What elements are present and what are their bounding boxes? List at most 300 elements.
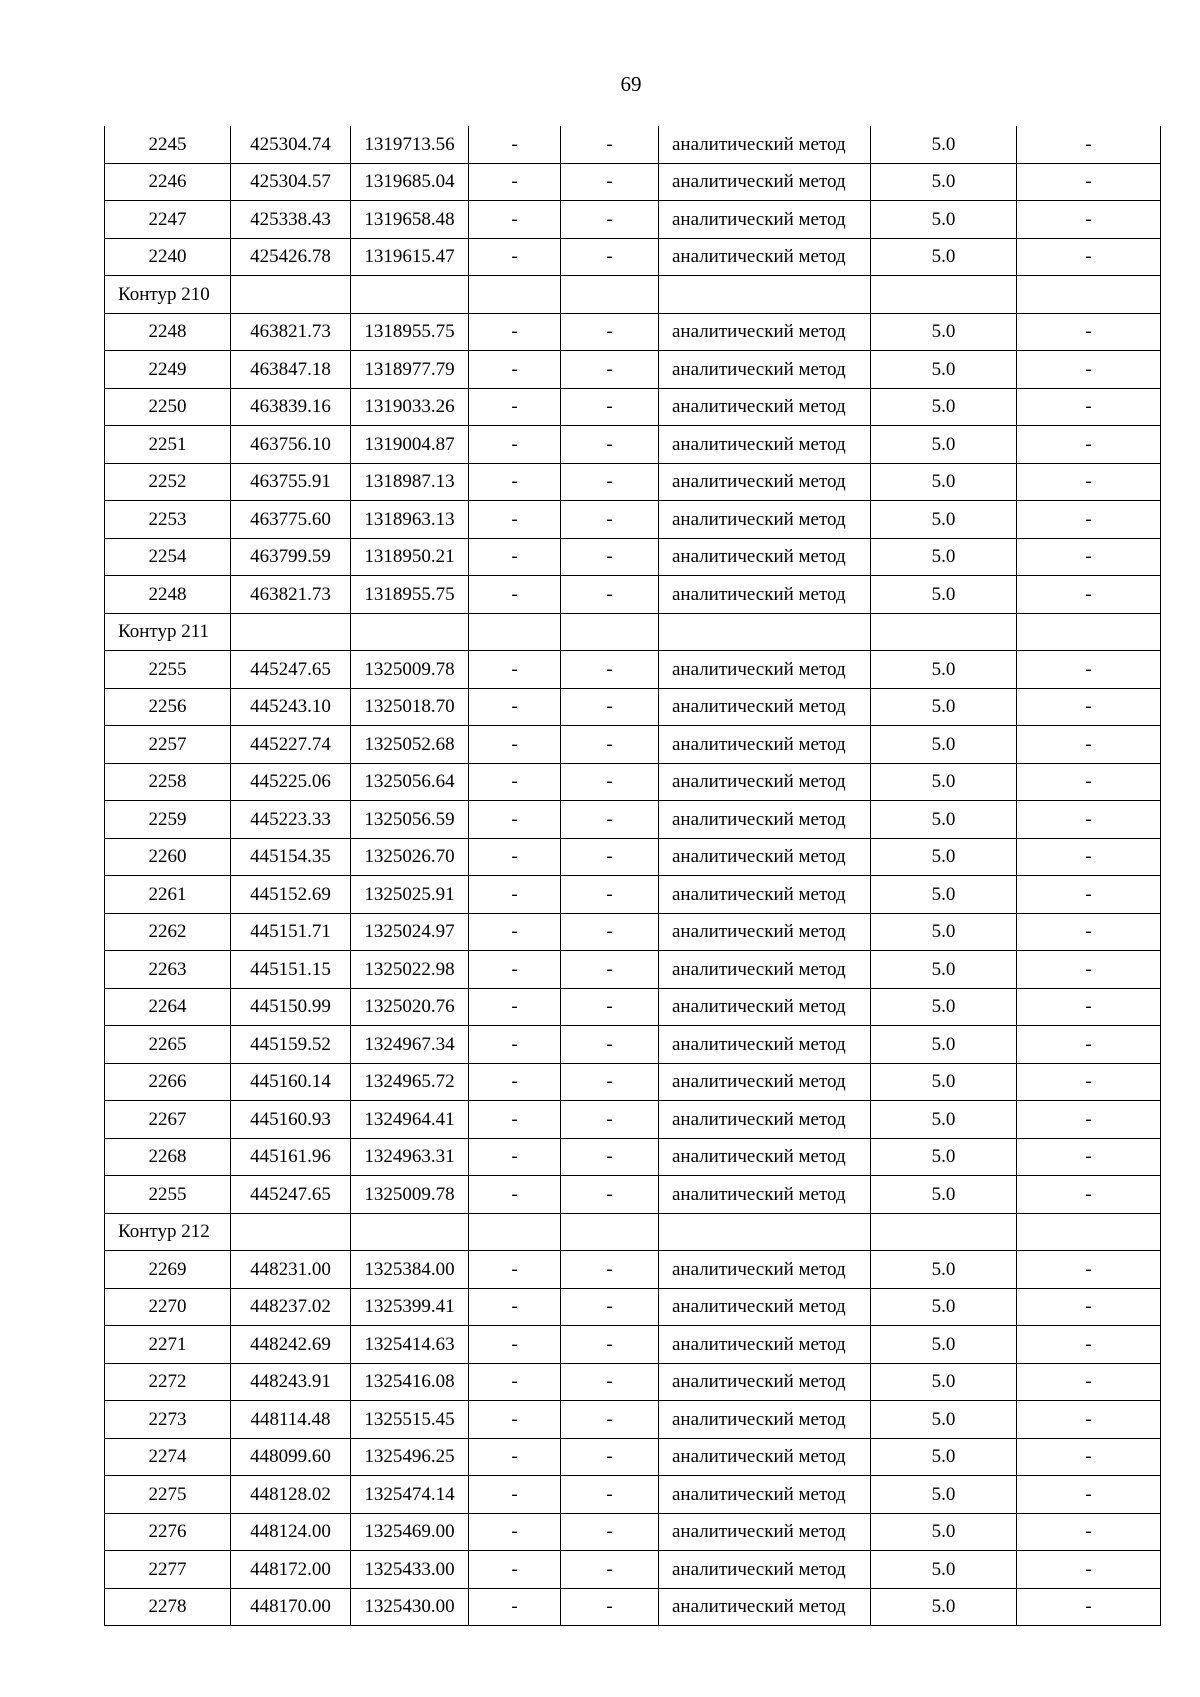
x-coordinate-cell: 445151.15 (231, 951, 351, 989)
dash-cell: - (469, 876, 561, 914)
dash-cell: - (469, 388, 561, 426)
x-coordinate-cell: 448242.69 (231, 1326, 351, 1364)
method-cell: аналитический метод (659, 313, 871, 351)
y-coordinate-cell: 1325009.78 (351, 651, 469, 689)
dash-cell: - (1017, 201, 1161, 239)
method-cell: аналитический метод (659, 1138, 871, 1176)
dash-cell: - (469, 1176, 561, 1214)
method-cell: аналитический метод (659, 1176, 871, 1214)
dash-cell: - (561, 1063, 659, 1101)
dash-cell: - (469, 651, 561, 689)
dash-cell: - (469, 501, 561, 539)
dash-cell: - (469, 426, 561, 464)
x-coordinate-cell: 463847.18 (231, 351, 351, 389)
method-cell: аналитический метод (659, 201, 871, 239)
accuracy-cell: 5.0 (871, 951, 1017, 989)
dash-cell: - (469, 1551, 561, 1589)
table-row (105, 913, 1161, 951)
y-coordinate-cell: 1325022.98 (351, 951, 469, 989)
dash-cell: - (561, 463, 659, 501)
dash-cell: - (1017, 1513, 1161, 1551)
dash-cell: - (1017, 838, 1161, 876)
dash-cell: - (469, 1438, 561, 1476)
point-number-cell: 2255 (105, 1176, 231, 1214)
method-cell: аналитический метод (659, 538, 871, 576)
table-row (105, 1026, 1161, 1064)
point-number-cell: 2251 (105, 426, 231, 464)
empty-cell (469, 276, 561, 314)
point-number-cell: 2262 (105, 913, 231, 951)
dash-cell: - (1017, 1438, 1161, 1476)
y-coordinate-cell: 1325024.97 (351, 913, 469, 951)
x-coordinate-cell: 448170.00 (231, 1588, 351, 1626)
method-cell: аналитический метод (659, 838, 871, 876)
dash-cell: - (469, 801, 561, 839)
dash-cell: - (561, 1401, 659, 1439)
empty-cell (659, 1213, 871, 1251)
y-coordinate-cell: 1319713.56 (351, 126, 469, 163)
table-row (105, 238, 1161, 276)
accuracy-cell: 5.0 (871, 1326, 1017, 1364)
method-cell: аналитический метод (659, 1401, 871, 1439)
contour-header-row (105, 1213, 1161, 1251)
accuracy-cell: 5.0 (871, 1363, 1017, 1401)
y-coordinate-cell: 1324965.72 (351, 1063, 469, 1101)
point-number-cell: 2267 (105, 1101, 231, 1139)
method-cell: аналитический метод (659, 426, 871, 464)
table-row (105, 951, 1161, 989)
empty-cell (1017, 1213, 1161, 1251)
x-coordinate-cell: 448172.00 (231, 1551, 351, 1589)
y-coordinate-cell: 1325399.41 (351, 1288, 469, 1326)
method-cell: аналитический метод (659, 763, 871, 801)
table-row (105, 1101, 1161, 1139)
accuracy-cell: 5.0 (871, 538, 1017, 576)
table-row (105, 688, 1161, 726)
dash-cell: - (561, 313, 659, 351)
y-coordinate-cell: 1319685.04 (351, 163, 469, 201)
empty-cell (871, 276, 1017, 314)
empty-cell (1017, 276, 1161, 314)
accuracy-cell: 5.0 (871, 126, 1017, 163)
accuracy-cell: 5.0 (871, 1588, 1017, 1626)
empty-cell (659, 613, 871, 651)
dash-cell: - (561, 426, 659, 464)
dash-cell: - (1017, 1326, 1161, 1364)
table-row (105, 1551, 1161, 1589)
table-row (105, 876, 1161, 914)
table-row (105, 576, 1161, 614)
method-cell: аналитический метод (659, 1588, 871, 1626)
dash-cell: - (469, 726, 561, 764)
dash-cell: - (1017, 501, 1161, 539)
y-coordinate-cell: 1318987.13 (351, 463, 469, 501)
y-coordinate-cell: 1319004.87 (351, 426, 469, 464)
dash-cell: - (561, 1026, 659, 1064)
method-cell: аналитический метод (659, 463, 871, 501)
y-coordinate-cell: 1325384.00 (351, 1251, 469, 1289)
empty-cell (561, 276, 659, 314)
dash-cell: - (561, 351, 659, 389)
y-coordinate-cell: 1325026.70 (351, 838, 469, 876)
y-coordinate-cell: 1325433.00 (351, 1551, 469, 1589)
y-coordinate-cell: 1325515.45 (351, 1401, 469, 1439)
point-number-cell: 2246 (105, 163, 231, 201)
point-number-cell: 2248 (105, 576, 231, 614)
method-cell: аналитический метод (659, 1026, 871, 1064)
contour-label: Контур 210 (105, 276, 231, 314)
method-cell: аналитический метод (659, 1551, 871, 1589)
dash-cell: - (561, 1138, 659, 1176)
table-row (105, 1588, 1161, 1626)
dash-cell: - (561, 538, 659, 576)
y-coordinate-cell: 1319033.26 (351, 388, 469, 426)
dash-cell: - (561, 201, 659, 239)
method-cell: аналитический метод (659, 501, 871, 539)
y-coordinate-cell: 1325009.78 (351, 1176, 469, 1214)
table-row (105, 126, 1161, 163)
empty-cell (231, 276, 351, 314)
table-row (105, 501, 1161, 539)
method-cell: аналитический метод (659, 876, 871, 914)
method-cell: аналитический метод (659, 238, 871, 276)
y-coordinate-cell: 1318963.13 (351, 501, 469, 539)
dash-cell: - (1017, 951, 1161, 989)
table-row (105, 988, 1161, 1026)
accuracy-cell: 5.0 (871, 651, 1017, 689)
x-coordinate-cell: 463799.59 (231, 538, 351, 576)
dash-cell: - (1017, 126, 1161, 163)
table-row (105, 201, 1161, 239)
dash-cell: - (561, 951, 659, 989)
dash-cell: - (469, 126, 561, 163)
dash-cell: - (1017, 1476, 1161, 1514)
dash-cell: - (469, 1588, 561, 1626)
point-number-cell: 2255 (105, 651, 231, 689)
x-coordinate-cell: 448128.02 (231, 1476, 351, 1514)
dash-cell: - (1017, 1588, 1161, 1626)
dash-cell: - (469, 1138, 561, 1176)
x-coordinate-cell: 445247.65 (231, 651, 351, 689)
dash-cell: - (561, 238, 659, 276)
table-row (105, 1401, 1161, 1439)
dash-cell: - (1017, 1401, 1161, 1439)
point-number-cell: 2263 (105, 951, 231, 989)
y-coordinate-cell: 1319615.47 (351, 238, 469, 276)
table-row (105, 388, 1161, 426)
x-coordinate-cell: 448114.48 (231, 1401, 351, 1439)
table-row (105, 1288, 1161, 1326)
accuracy-cell: 5.0 (871, 1101, 1017, 1139)
dash-cell: - (469, 1101, 561, 1139)
dash-cell: - (1017, 1288, 1161, 1326)
point-number-cell: 2275 (105, 1476, 231, 1514)
y-coordinate-cell: 1318955.75 (351, 576, 469, 614)
y-coordinate-cell: 1325496.25 (351, 1438, 469, 1476)
accuracy-cell: 5.0 (871, 463, 1017, 501)
method-cell: аналитический метод (659, 726, 871, 764)
table-row (105, 1513, 1161, 1551)
dash-cell: - (469, 1026, 561, 1064)
method-cell: аналитический метод (659, 1251, 871, 1289)
table-row (105, 1176, 1161, 1214)
point-number-cell: 2261 (105, 876, 231, 914)
empty-cell (561, 613, 659, 651)
dash-cell: - (469, 1401, 561, 1439)
method-cell: аналитический метод (659, 1513, 871, 1551)
dash-cell: - (1017, 763, 1161, 801)
x-coordinate-cell: 425338.43 (231, 201, 351, 239)
dash-cell: - (561, 913, 659, 951)
empty-cell (351, 276, 469, 314)
method-cell: аналитический метод (659, 1063, 871, 1101)
x-coordinate-cell: 445247.65 (231, 1176, 351, 1214)
method-cell: аналитический метод (659, 801, 871, 839)
accuracy-cell: 5.0 (871, 576, 1017, 614)
contour-label: Контур 211 (105, 613, 231, 651)
method-cell: аналитический метод (659, 163, 871, 201)
point-number-cell: 2271 (105, 1326, 231, 1364)
table-row (105, 351, 1161, 389)
dash-cell: - (1017, 388, 1161, 426)
method-cell: аналитический метод (659, 913, 871, 951)
dash-cell: - (469, 238, 561, 276)
dash-cell: - (469, 1288, 561, 1326)
dash-cell: - (561, 726, 659, 764)
dash-cell: - (561, 1326, 659, 1364)
dash-cell: - (469, 313, 561, 351)
table-row (105, 1363, 1161, 1401)
accuracy-cell: 5.0 (871, 988, 1017, 1026)
dash-cell: - (561, 838, 659, 876)
table-row (105, 838, 1161, 876)
x-coordinate-cell: 425304.57 (231, 163, 351, 201)
y-coordinate-cell: 1318950.21 (351, 538, 469, 576)
x-coordinate-cell: 445243.10 (231, 688, 351, 726)
accuracy-cell: 5.0 (871, 1251, 1017, 1289)
empty-cell (469, 613, 561, 651)
point-number-cell: 2266 (105, 1063, 231, 1101)
point-number-cell: 2253 (105, 501, 231, 539)
dash-cell: - (561, 576, 659, 614)
accuracy-cell: 5.0 (871, 426, 1017, 464)
contour-header-row (105, 613, 1161, 651)
dash-cell: - (1017, 1138, 1161, 1176)
y-coordinate-cell: 1324964.41 (351, 1101, 469, 1139)
table-row (105, 1326, 1161, 1364)
accuracy-cell: 5.0 (871, 238, 1017, 276)
x-coordinate-cell: 445160.93 (231, 1101, 351, 1139)
accuracy-cell: 5.0 (871, 388, 1017, 426)
coordinates-table (104, 126, 1161, 1626)
empty-cell (351, 613, 469, 651)
dash-cell: - (1017, 1363, 1161, 1401)
dash-cell: - (561, 501, 659, 539)
empty-cell (561, 1213, 659, 1251)
y-coordinate-cell: 1325469.00 (351, 1513, 469, 1551)
method-cell: аналитический метод (659, 1326, 871, 1364)
empty-cell (231, 613, 351, 651)
method-cell: аналитический метод (659, 1363, 871, 1401)
coordinates-table-body (105, 126, 1161, 1626)
x-coordinate-cell: 445161.96 (231, 1138, 351, 1176)
method-cell: аналитический метод (659, 126, 871, 163)
point-number-cell: 2250 (105, 388, 231, 426)
x-coordinate-cell: 425426.78 (231, 238, 351, 276)
dash-cell: - (469, 988, 561, 1026)
point-number-cell: 2260 (105, 838, 231, 876)
x-coordinate-cell: 445225.06 (231, 763, 351, 801)
point-number-cell: 2247 (105, 201, 231, 239)
point-number-cell: 2245 (105, 126, 231, 163)
accuracy-cell: 5.0 (871, 1063, 1017, 1101)
dash-cell: - (561, 1363, 659, 1401)
x-coordinate-cell: 445227.74 (231, 726, 351, 764)
x-coordinate-cell: 448099.60 (231, 1438, 351, 1476)
accuracy-cell: 5.0 (871, 838, 1017, 876)
dash-cell: - (1017, 238, 1161, 276)
table-row (105, 163, 1161, 201)
x-coordinate-cell: 445159.52 (231, 1026, 351, 1064)
y-coordinate-cell: 1318977.79 (351, 351, 469, 389)
contour-header-row (105, 276, 1161, 314)
empty-cell (351, 1213, 469, 1251)
method-cell: аналитический метод (659, 651, 871, 689)
dash-cell: - (1017, 726, 1161, 764)
table-row (105, 463, 1161, 501)
accuracy-cell: 5.0 (871, 1138, 1017, 1176)
x-coordinate-cell: 445151.71 (231, 913, 351, 951)
dash-cell: - (561, 1251, 659, 1289)
point-number-cell: 2256 (105, 688, 231, 726)
dash-cell: - (561, 1288, 659, 1326)
x-coordinate-cell: 463821.73 (231, 313, 351, 351)
dash-cell: - (561, 1476, 659, 1514)
dash-cell: - (561, 1588, 659, 1626)
point-number-cell: 2278 (105, 1588, 231, 1626)
empty-cell (469, 1213, 561, 1251)
accuracy-cell: 5.0 (871, 876, 1017, 914)
y-coordinate-cell: 1325052.68 (351, 726, 469, 764)
point-number-cell: 2277 (105, 1551, 231, 1589)
dash-cell: - (1017, 313, 1161, 351)
dash-cell: - (561, 388, 659, 426)
accuracy-cell: 5.0 (871, 1288, 1017, 1326)
table-row (105, 763, 1161, 801)
dash-cell: - (469, 463, 561, 501)
point-number-cell: 2269 (105, 1251, 231, 1289)
accuracy-cell: 5.0 (871, 1176, 1017, 1214)
y-coordinate-cell: 1325474.14 (351, 1476, 469, 1514)
dash-cell: - (469, 913, 561, 951)
y-coordinate-cell: 1325018.70 (351, 688, 469, 726)
x-coordinate-cell: 448243.91 (231, 1363, 351, 1401)
x-coordinate-cell: 448231.00 (231, 1251, 351, 1289)
method-cell: аналитический метод (659, 1101, 871, 1139)
table-row (105, 651, 1161, 689)
dash-cell: - (1017, 651, 1161, 689)
dash-cell: - (1017, 913, 1161, 951)
contour-label: Контур 212 (105, 1213, 231, 1251)
method-cell: аналитический метод (659, 351, 871, 389)
accuracy-cell: 5.0 (871, 1476, 1017, 1514)
x-coordinate-cell: 425304.74 (231, 126, 351, 163)
x-coordinate-cell: 445150.99 (231, 988, 351, 1026)
dash-cell: - (561, 1176, 659, 1214)
x-coordinate-cell: 463756.10 (231, 426, 351, 464)
point-number-cell: 2264 (105, 988, 231, 1026)
dash-cell: - (561, 1438, 659, 1476)
dash-cell: - (561, 688, 659, 726)
y-coordinate-cell: 1318955.75 (351, 313, 469, 351)
y-coordinate-cell: 1325416.08 (351, 1363, 469, 1401)
dash-cell: - (1017, 1551, 1161, 1589)
dash-cell: - (561, 801, 659, 839)
dash-cell: - (1017, 1026, 1161, 1064)
empty-cell (659, 276, 871, 314)
empty-cell (871, 613, 1017, 651)
dash-cell: - (1017, 1176, 1161, 1214)
dash-cell: - (469, 1363, 561, 1401)
accuracy-cell: 5.0 (871, 1513, 1017, 1551)
method-cell: аналитический метод (659, 688, 871, 726)
table-row (105, 1063, 1161, 1101)
accuracy-cell: 5.0 (871, 1026, 1017, 1064)
point-number-cell: 2240 (105, 238, 231, 276)
point-number-cell: 2268 (105, 1138, 231, 1176)
point-number-cell: 2276 (105, 1513, 231, 1551)
x-coordinate-cell: 448237.02 (231, 1288, 351, 1326)
accuracy-cell: 5.0 (871, 763, 1017, 801)
accuracy-cell: 5.0 (871, 313, 1017, 351)
x-coordinate-cell: 445152.69 (231, 876, 351, 914)
y-coordinate-cell: 1325430.00 (351, 1588, 469, 1626)
dash-cell: - (469, 1251, 561, 1289)
table-row (105, 1251, 1161, 1289)
dash-cell: - (1017, 688, 1161, 726)
dash-cell: - (1017, 426, 1161, 464)
method-cell: аналитический метод (659, 951, 871, 989)
dash-cell: - (1017, 1101, 1161, 1139)
table-row (105, 726, 1161, 764)
dash-cell: - (469, 688, 561, 726)
dash-cell: - (561, 126, 659, 163)
table-row (105, 313, 1161, 351)
dash-cell: - (1017, 463, 1161, 501)
point-number-cell: 2259 (105, 801, 231, 839)
dash-cell: - (469, 351, 561, 389)
accuracy-cell: 5.0 (871, 1401, 1017, 1439)
dash-cell: - (469, 1513, 561, 1551)
dash-cell: - (469, 951, 561, 989)
accuracy-cell: 5.0 (871, 501, 1017, 539)
dash-cell: - (1017, 1063, 1161, 1101)
point-number-cell: 2272 (105, 1363, 231, 1401)
accuracy-cell: 5.0 (871, 726, 1017, 764)
y-coordinate-cell: 1325020.76 (351, 988, 469, 1026)
accuracy-cell: 5.0 (871, 1551, 1017, 1589)
dash-cell: - (469, 201, 561, 239)
dash-cell: - (469, 163, 561, 201)
dash-cell: - (561, 1513, 659, 1551)
point-number-cell: 2273 (105, 1401, 231, 1439)
accuracy-cell: 5.0 (871, 688, 1017, 726)
y-coordinate-cell: 1325056.59 (351, 801, 469, 839)
dash-cell: - (561, 1551, 659, 1589)
dash-cell: - (1017, 351, 1161, 389)
table-row (105, 426, 1161, 464)
accuracy-cell: 5.0 (871, 1438, 1017, 1476)
